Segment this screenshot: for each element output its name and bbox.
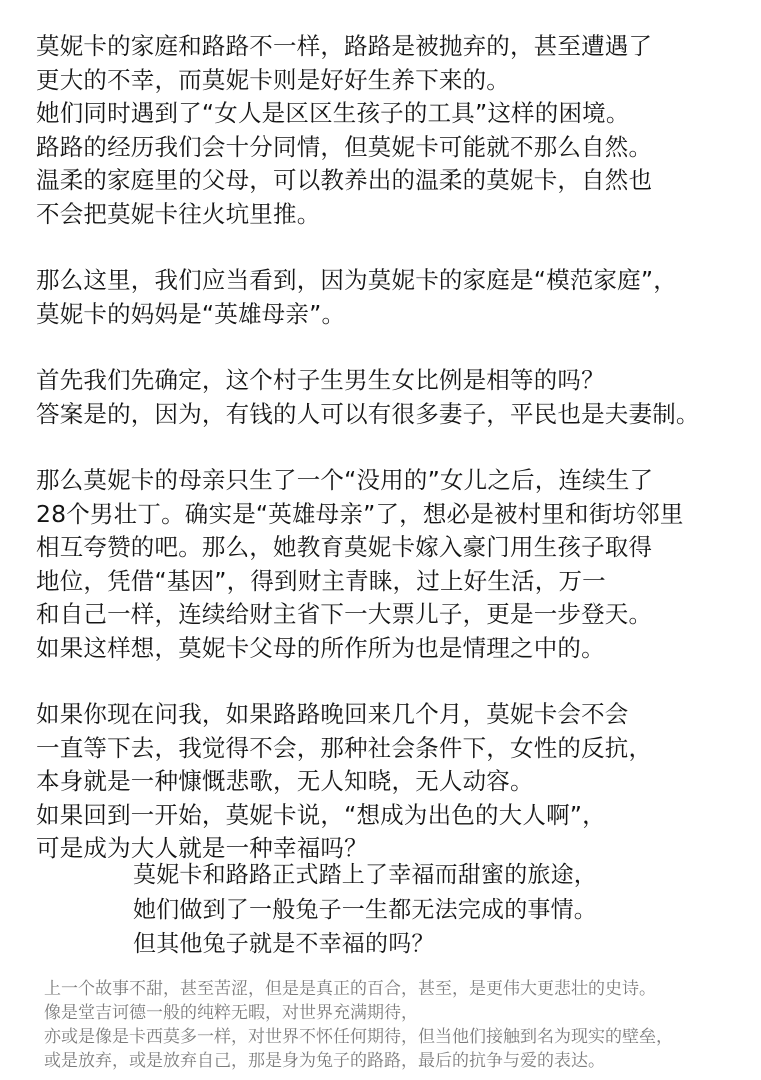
- text-line: 一直等下去，我觉得不会，那种社会条件下，女性的反抗，: [36, 733, 653, 762]
- quote-line: 莫妮卡和路路正式踏上了幸福而甜蜜的旅途，: [133, 862, 597, 888]
- footer-line: 或是放弃，或是放弃自己，那是身为兔子的路路，最后的抗争与爱的表达。: [44, 1051, 605, 1071]
- footer-line: 上一个故事不甜，甚至苦涩，但是是真正的百合，甚至，是更伟大更悲壮的史诗。: [44, 979, 656, 999]
- text-line: 如果你现在问我，如果路路晚回来几个月，莫妮卡会不会: [36, 700, 629, 728]
- text-line: 路路的经历我们会十分同情，但莫妮卡可能就不那么自然。: [36, 132, 653, 161]
- text-line: 28个男壮丁。确实是“英雄母亲”了，想必是被村里和街坊邻里: [36, 499, 684, 528]
- paragraph-4: [36, 464, 748, 665]
- text-line: 相互夸赞的吧。那么，她教育莫妮卡嫁入豪门用生孩子取得: [36, 533, 653, 561]
- quote-line: 但其他兔子就是不幸福的吗？: [133, 931, 435, 957]
- text-line: 首先我们先确定，这个村子生男生女比例是相等的吗？: [36, 366, 605, 394]
- paragraph-3: [36, 364, 748, 431]
- footer-line: 亦或是像是卡西莫多一样，对世界不怀任何期待，但当他们接触到名为现实的壁垒，: [44, 1027, 673, 1047]
- text-line: 她们同时遇到了“女人是区区生孩子的工具”这样的困境。: [36, 99, 630, 127]
- text-line: 地位，凭借“基因”，得到财主青睐，过上好生活，万一: [36, 566, 606, 595]
- text-line: 莫妮卡的家庭和路路不一样，路路是被抛弃的，甚至遭遇了: [36, 32, 653, 60]
- paragraph-5: [36, 698, 748, 866]
- text-line: 那么莫妮卡的母亲只生了一个“没用的”女儿之后，连续生了: [36, 466, 654, 494]
- quote-line: 她们做到了一般兔子一生都无法完成的事情。: [133, 896, 597, 923]
- text-line: 本身就是一种慷慨悲歌，无人知晓，无人动容。: [36, 767, 534, 795]
- text-line: 可是成为大人就是一种幸福吗？: [36, 834, 368, 862]
- paragraph-1: [36, 30, 748, 231]
- footer-note: [44, 977, 749, 1073]
- text-line: 不会把莫妮卡往火坑里推。: [36, 199, 321, 228]
- footer-line: 像是堂吉诃德一般的纯粹无暇，对世界充满期待，: [44, 1003, 418, 1023]
- main-text: [36, 30, 748, 899]
- text-line: 答案是的，因为，有钱的人可以有很多妻子，平民也是夫妻制。: [36, 399, 700, 428]
- text-line: 如果这样想，莫妮卡父母的所作所为也是情理之中的。: [36, 633, 605, 662]
- text-line: 那么这里，我们应当看到，因为莫妮卡的家庭是“模范家庭”，: [36, 266, 677, 294]
- text-line: 如果回到一开始，莫妮卡说，“想成为出色的大人啊”，: [36, 800, 606, 829]
- text-line: 更大的不幸，而莫妮卡则是好好生养下来的。: [36, 65, 510, 94]
- text-line: 和自己一样，连续给财主省下一大票儿子，更是一步登天。: [36, 600, 653, 628]
- indented-quote: [133, 858, 733, 962]
- text-line: 温柔的家庭里的父母，可以教养出的温柔的莫妮卡，自然也: [36, 166, 653, 194]
- paragraph-2: [36, 264, 748, 331]
- text-line: 莫妮卡的妈妈是“英雄母亲”。: [36, 299, 346, 328]
